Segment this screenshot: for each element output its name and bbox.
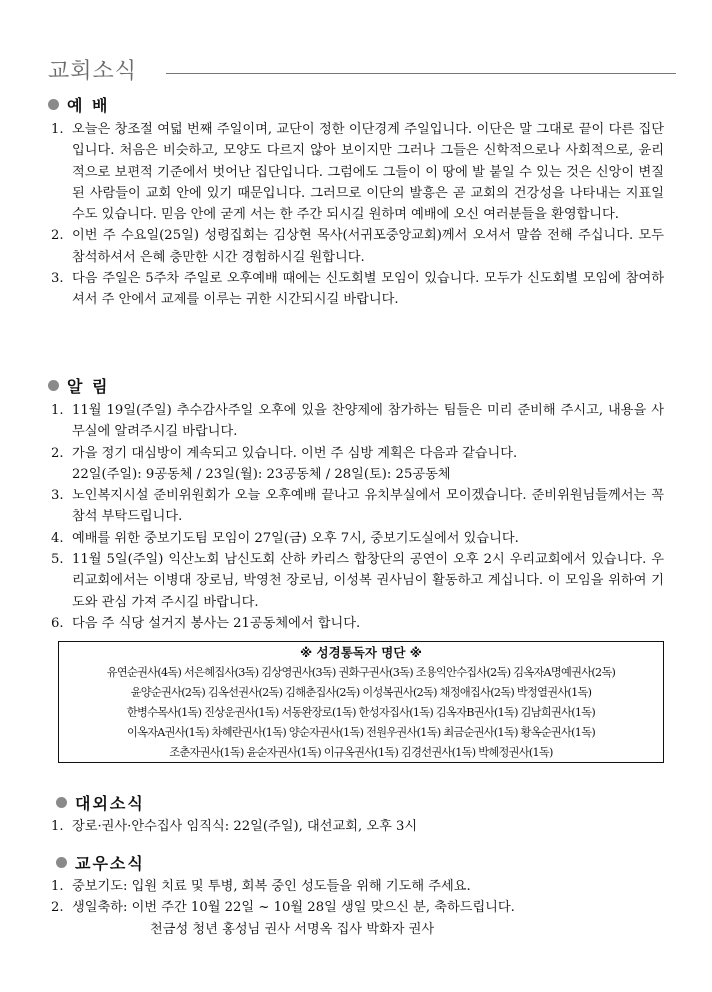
- visit-schedule: 22일(주일): 9공동체 / 23일(월): 23공동체 / 28일(토): 25공동체: [72, 466, 451, 482]
- external-list: [48, 816, 664, 837]
- item-text: 다음 주 식당 설거지 봉사는 21공동체에서 합니다.: [72, 615, 361, 631]
- item-number: 1.: [51, 403, 64, 418]
- item-text: 장로·권사·안수집사 임직식: 22일(주일), 대선교회, 오후 3시: [72, 819, 418, 834]
- item-text: 이번 주 수요일(25일) 성령집회는 김상현 목사(서귀포중앙교회)께서 오셔서 말씀 전해 주십니다. 모두 참석하셔서 은혜 충만한 시간 경험하시길 원합니다.: [72, 228, 664, 265]
- item-number: 6.: [51, 615, 64, 631]
- section-title: 대외소식: [75, 793, 145, 813]
- item-number: 5.: [51, 552, 64, 568]
- bible-readers-box: [58, 641, 664, 763]
- item-text: 오늘은 창조절 여덟 번째 주일이며, 교단이 정한 이단경계 주일입니다. 이단은 말 그대로 끝이 다른 집단입니다. 처음은 비슷하고, 모양도 다르지 않아 보이지만 그러나 그들은 신학적으로나 사회적으로, 윤리적으로 보편적 기준에서 벗어난 집단입니다. 그럼에도 그들이 이 땅에 발 붙일 수 있는 것은 신앙이 변질된 사람들이 교회 안에 있기 때문입니다. 그러므로 이단의 발흥은 곧 교회의 건강성을 나타내는 지표일 수도 있습니다. 믿음 안에 굳게 서는 한 주간 되시길 원하며 예배에 오신 여러분들을 환영합니다.: [72, 122, 664, 223]
- bullet-icon: [56, 797, 67, 808]
- item-number: 1.: [51, 122, 64, 137]
- reader-line: 이옥자A권사(1독) 차혜란권사(1독) 양순자권사(1독) 전원우권사(1독) 최금순권사(1독) 황옥순권사(1독): [126, 726, 595, 739]
- list-item: [48, 876, 664, 897]
- list-item: [48, 119, 664, 225]
- item-number: 4.: [51, 530, 64, 546]
- section-title: 알 림: [67, 376, 110, 396]
- section-title: 교우소식: [75, 853, 145, 873]
- item-text: 생일축하: 이번 주간 10월 22일 ~ 10월 28일 생일 맞으신 분, 축하드립니다.: [72, 900, 515, 916]
- item-text: 11월 19일(주일) 추수감사주일 오후에 있을 찬양제에 참가하는 팀들은 미리 준비해 주시고, 내용을 사무실에 알려주시길 바랍니다.: [72, 403, 664, 440]
- item-text: 중보기도: 입원 치료 및 투병, 회복 중인 성도들을 위해 기도해 주세요.: [72, 879, 471, 894]
- list-item: [48, 485, 664, 528]
- section-header: [48, 850, 664, 874]
- list-item: [48, 225, 664, 268]
- title-divider: [166, 73, 676, 74]
- page-title: 교회소식: [48, 59, 138, 84]
- section-title: 예 배: [67, 95, 110, 115]
- bullet-icon: [48, 380, 59, 391]
- item-number: 3.: [51, 488, 64, 504]
- list-item: [48, 549, 664, 613]
- item-number: 1.: [51, 819, 64, 834]
- item-text: 예배를 위한 중보기도팀 모임이 27일(금) 오후 7시, 중보기도실에서 있습니다.: [72, 530, 519, 546]
- list-item: [48, 816, 664, 837]
- reader-line: 한병수목사(1독) 진상운권사(1독) 서동완장로(1독) 한성자집사(1독) 김옥자B권사(1독) 김남희권사(1독): [126, 706, 596, 719]
- birthday-names: 천금성 청년 홍성님 권사 서명옥 집사 박화자 권사: [150, 921, 435, 937]
- notices-section: [48, 373, 664, 634]
- section-header: [48, 92, 664, 116]
- reader-line: 조춘자권사(1독) 윤순자권사(1독) 이규옥권사(1독) 김경선권사(1독) 박혜정권사(1독): [169, 746, 553, 759]
- members-section: [48, 850, 664, 940]
- item-number: 2.: [51, 228, 64, 244]
- worship-section: [48, 92, 664, 311]
- list-item: [48, 897, 664, 940]
- section-header: [48, 373, 664, 397]
- reader-line: 유연순권사(4독) 서은혜집사(3독) 김상영권사(3독) 권화구권사(3독) 조용익안수집사(2독) 김옥자A명예권사(2독): [106, 666, 616, 679]
- members-list: [48, 876, 664, 940]
- item-number: 2.: [51, 445, 64, 461]
- reader-line: 윤양순권사(2독) 김옥선권사(2독) 김해춘집사(2독) 이성복권사(2독) 채정애집사(2독) 박정열권사(1독): [130, 686, 592, 699]
- list-item: [48, 400, 664, 443]
- list-item: [48, 613, 664, 634]
- item-number: 2.: [51, 900, 64, 916]
- item-text: 11월 5일(주일) 익산노회 남신도회 산하 카리스 합창단의 공연이 오후 2시 우리교회에서 있습니다. 우리교회에서는 이병대 장로님, 박영천 장로님, 이성복 권사님이 활동하고 계십니다. 이 모임을 위하여 기도와 관심 가져 주시길 바랍니다.: [72, 552, 664, 610]
- item-number: 1.: [51, 879, 64, 894]
- item-number: 3.: [51, 271, 64, 287]
- item-text: 가을 정기 대심방이 계속되고 있습니다. 이번 주 심방 계획은 다음과 같습니다.: [72, 445, 518, 461]
- bullet-icon: [48, 99, 59, 110]
- worship-list: [48, 119, 664, 311]
- item-text: 다음 주일은 5주차 주일로 오후예배 때에는 신도회별 모임이 있습니다. 모두가 신도회별 모임에 참여하셔서 주 안에서 교제를 이루는 귀한 시간되시길 바랍니다.: [72, 271, 664, 308]
- list-item: [48, 268, 664, 311]
- bible-readers-title: ※ 성경통독자 명단 ※: [300, 645, 422, 660]
- list-item: [48, 528, 664, 549]
- bullet-icon: [56, 857, 67, 868]
- list-item: [48, 443, 664, 486]
- item-text: 노인복지시설 준비위원회가 오늘 오후예배 끝나고 유치부실에서 모이겠습니다. 준비위원님들께서는 꼭 참석 부탁드립니다.: [72, 488, 664, 525]
- external-section: [48, 790, 664, 837]
- notices-list: [48, 400, 664, 634]
- section-header: [48, 790, 664, 814]
